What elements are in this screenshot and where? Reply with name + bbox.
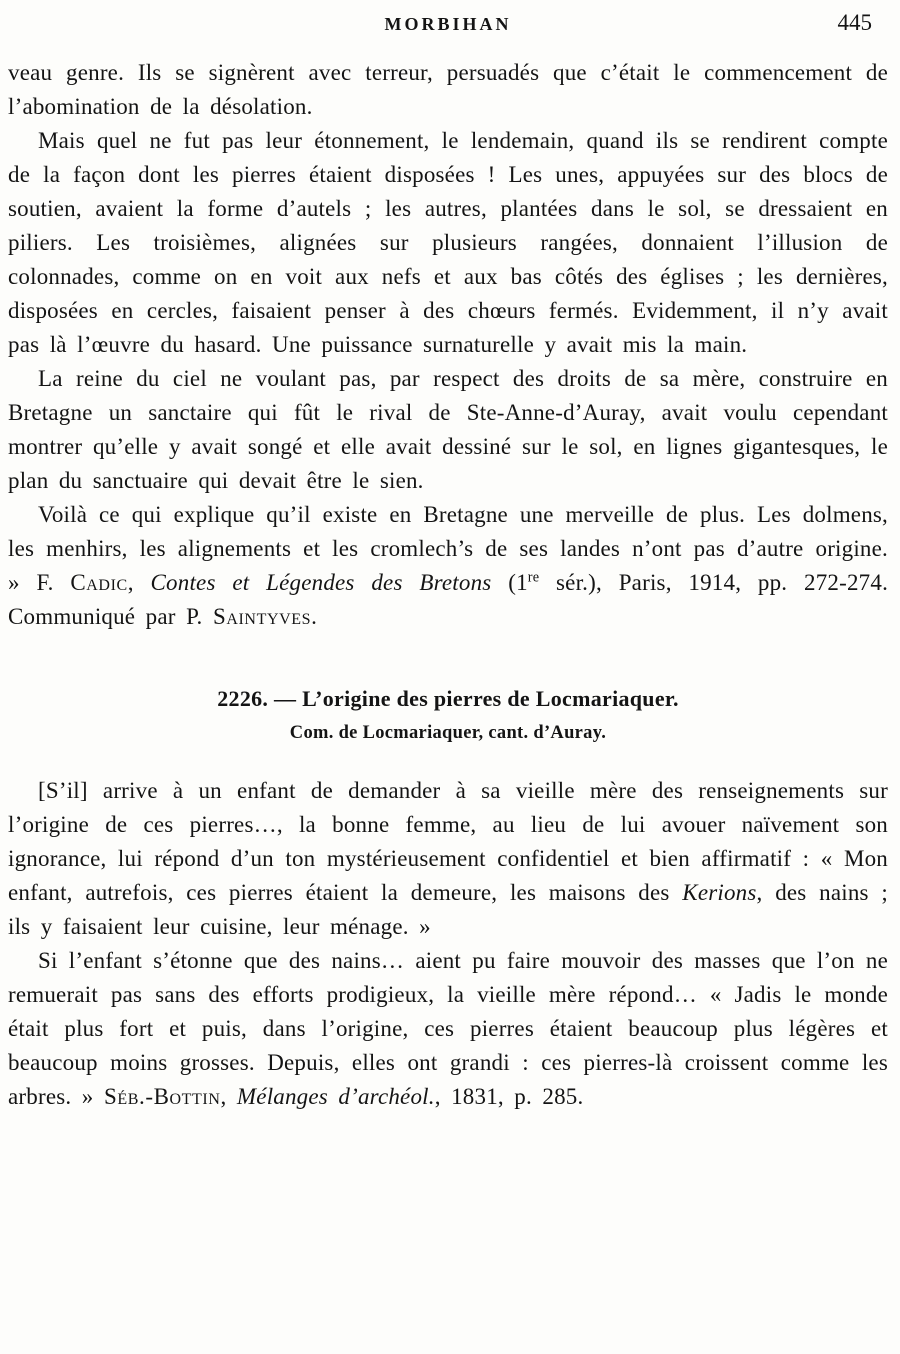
paragraph <box>8 944 888 1114</box>
text-run: , des nains ; ils y faisaient leur cuisine, leur ménage. » <box>8 880 889 939</box>
page-body <box>8 56 888 1114</box>
text-run: Si l’enfant s’étonne que des nains… aient pu faire mouvoir des masses que l’on ne remuerait pas sans des efforts prodigieux, la vieille mère répond… « Jadis le monde était plus fort et puis, dans l’origine, ces pierres étaient beaucoup plus légères et beaucoup moins grosses. Depuis, elles ont grandi : ces pierres-là croissent comme les arbres. » <box>8 948 888 1109</box>
text-run: Mais quel ne fut pas leur étonnement, le lendemain, quand ils se rendirent compte de la façon dont les pierres étaient disposées ! Les unes, appuyées sur des blocs de soutien, avaient la forme d’autels ; les autres, plantées dans le sol, se dressaient en piliers. Les troisièmes, alignées sur plusieurs rangées, donnaient l’illusion de colonnades, comme on en voit aux nefs et aux bas côtés des églises ; les dernières, disposées en cercles, faisaient penser à des chœurs fermés. Evidemment, il n’y avait pas là l’œuvre du hasard. Une puissance surnaturelle y avait mis la main. <box>8 128 888 357</box>
entry-subheading: Com. de Locmariaquer, cant. d’Auray. <box>289 723 607 743</box>
paragraph <box>8 124 888 362</box>
paragraph <box>8 774 888 944</box>
italic-run: Mélanges d’archéol. <box>236 1084 435 1109</box>
paragraph <box>8 362 888 498</box>
text-run: , <box>220 1084 237 1109</box>
text-run: Voilà ce qui explique qu’il existe en Bretagne une merveille de plus. Les dolmens, les menhirs, les alignements et les cromlech’s de ses landes n’ont pas d’autre origine. » F. <box>8 502 888 595</box>
text-run: sér.), Paris, 1914, pp. 272-274. Communiqué par P. <box>8 570 889 629</box>
smallcaps-run: Séb.-Bottin <box>103 1084 221 1109</box>
paragraph <box>8 56 888 124</box>
text-run: . <box>311 604 318 629</box>
smallcaps-run: Cadic <box>70 570 128 595</box>
smallcaps-run: Saintyves <box>212 604 312 629</box>
text-run: , 1831, p. 285. <box>434 1084 584 1109</box>
page-header <box>8 10 888 46</box>
entry-heading: 2226. — L’origine des pierres de Locmariaquer. <box>217 686 679 711</box>
text-run: , <box>127 570 151 595</box>
italic-run: Kerions <box>682 880 757 905</box>
italic-run: Contes et Légendes des Bretons <box>150 570 492 595</box>
superscript-run: re <box>527 569 540 586</box>
text-run: La reine du ciel ne voulant pas, par respect des droits de sa mère, construire en Bretagne un sanctaire qui fût le rival de Ste-Anne-d’Auray, avait voulu cependant montrer qu’elle y avait songé et elle avait dessiné sur le sol, en lignes gigantesques, le plan du sanctuaire qui devait être le sien. <box>8 366 888 493</box>
running-title: MORBIHAN <box>384 14 512 34</box>
page-number: 445 <box>837 10 872 35</box>
text-run: [S’il] arrive à un enfant de demander à sa vieille mère des renseignements sur l’origine de ces pierres…, la bonne femme, au lieu de lui avouer naïvement son ignorance, lui répond d’un ton mystérieusement confidentiel et bien affirmatif : « Mon enfant, autrefois, ces pierres étaient la demeure, les maisons des <box>8 778 888 905</box>
text-run: veau genre. Ils se signèrent avec terreur, persuadés que c’était le commencement de l’abomination de la désolation. <box>8 60 888 119</box>
text-run: (1 <box>491 570 528 595</box>
paragraph <box>8 498 888 634</box>
